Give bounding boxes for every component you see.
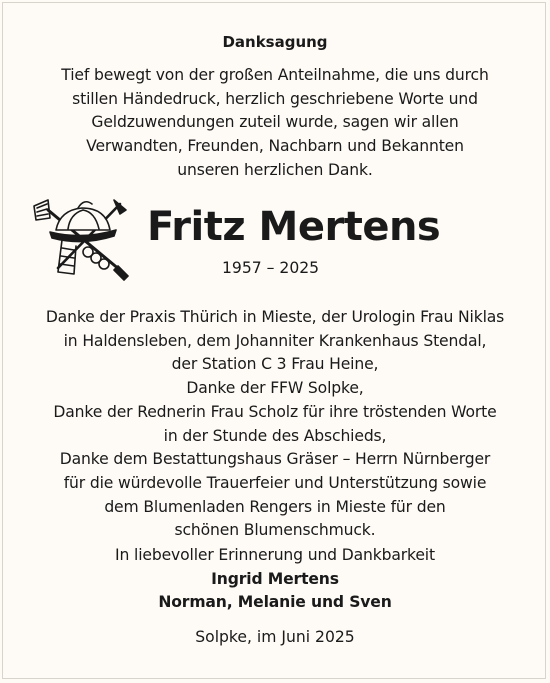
life-dates: 1957 – 2025 bbox=[222, 259, 320, 277]
closing-line: In liebevoller Erinnerung und Dankbarkeit bbox=[115, 546, 435, 564]
thanks-line: der Station C 3 Frau Heine, bbox=[171, 355, 379, 374]
thanks-text bbox=[0, 306, 550, 543]
closing-block bbox=[0, 544, 550, 615]
thanks-line: Danke der FFW Solpke, bbox=[186, 379, 364, 398]
intro-line: Verwandten, Freunden, Nachbarn und Bekannten bbox=[86, 137, 464, 156]
thanks-line: in der Stunde des Abschieds, bbox=[163, 426, 387, 445]
thanks-line: Danke dem Bestattungshaus Gräser – Herrn Nürnberger bbox=[59, 450, 491, 469]
signer-names: Norman, Melanie und Sven bbox=[158, 593, 392, 612]
deceased-name: Fritz Mertens bbox=[147, 204, 441, 250]
thanks-line: dem Blumenladen Rengers in Mieste für den bbox=[104, 497, 446, 516]
thanks-line: Danke der Rednerin Frau Scholz für ihre tröstenden Worte bbox=[53, 402, 497, 421]
intro-line: stillen Händedruck, herzlich geschriebene Worte und bbox=[72, 89, 478, 108]
intro-text bbox=[0, 64, 550, 183]
fire-brigade-helmet-axe-icon bbox=[28, 196, 136, 282]
intro-line: Tief bewegt von der großen Anteilnahme, die uns durch bbox=[61, 66, 489, 84]
intro-line: Geldzuwendungen zuteil wurde, sagen wir allen bbox=[91, 113, 459, 132]
notice-heading: Danksagung bbox=[222, 33, 328, 51]
place-date: Solpke, im Juni 2025 bbox=[195, 628, 355, 646]
thanks-line: Danke der Praxis Thürich in Mieste, der Urologin Frau Niklas bbox=[45, 308, 505, 326]
thanks-line: für die würdevolle Trauerfeier und Unterstützung sowie bbox=[63, 473, 487, 492]
thanks-line: schönen Blumenschmuck. bbox=[174, 521, 376, 540]
intro-line: unseren herzlichen Dank. bbox=[177, 160, 373, 179]
thanks-line: in Haldensleben, dem Johanniter Krankenhaus Stendal, bbox=[63, 331, 487, 350]
signer-name: Ingrid Mertens bbox=[211, 569, 339, 588]
